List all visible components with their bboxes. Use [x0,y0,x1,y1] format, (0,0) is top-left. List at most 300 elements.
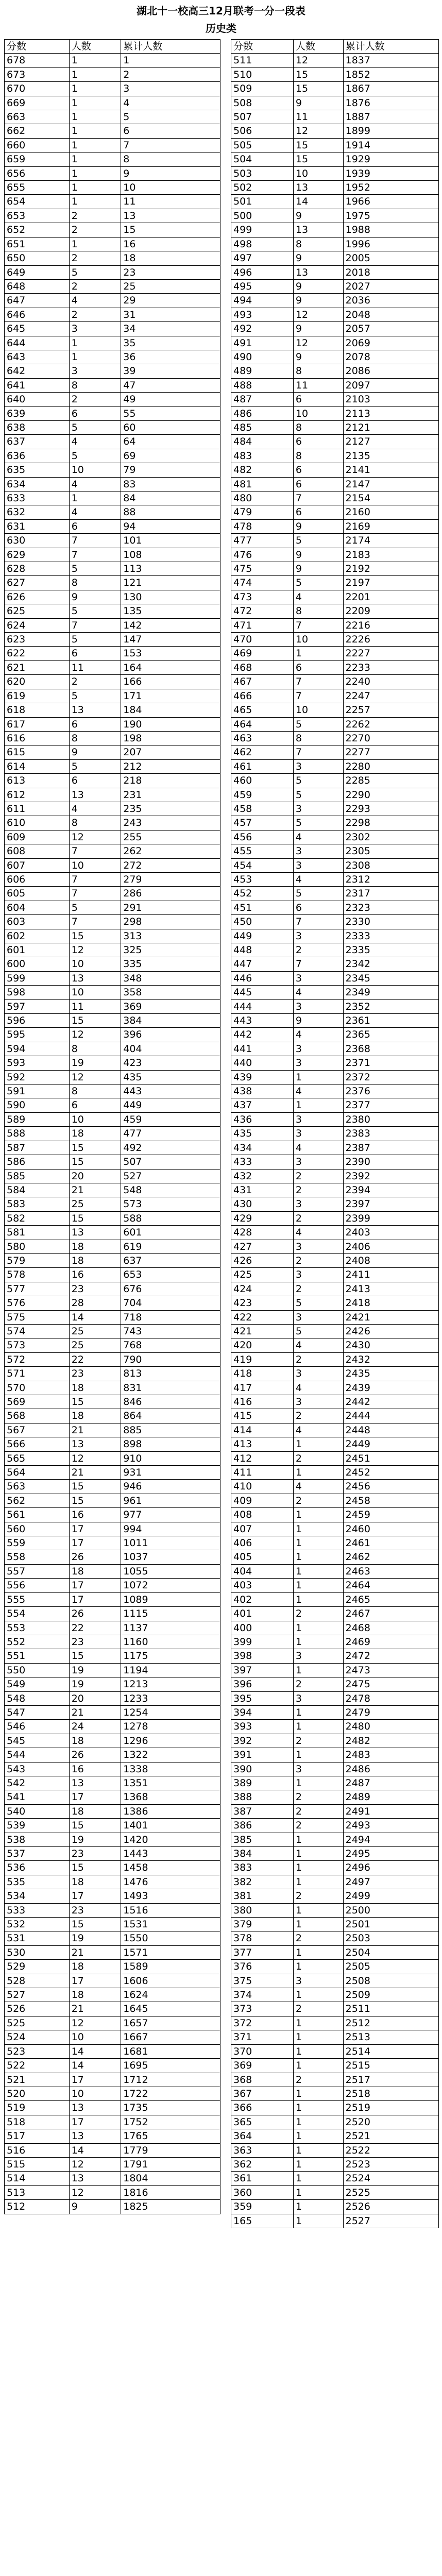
cell-cumulative: 108 [121,548,220,562]
cell-cumulative: 325 [121,943,220,957]
cell-count: 14 [69,2143,121,2157]
cell-cumulative: 2430 [343,1338,438,1352]
cell-score: 367 [231,2087,294,2100]
table-row [5,1918,220,1931]
cell-count: 1 [293,1635,343,1649]
cell-count: 9 [293,251,343,265]
cell-count: 2 [69,393,121,406]
cell-cumulative: 2475 [343,1677,438,1691]
cell-score: 460 [231,774,294,788]
cell-cumulative: 2448 [343,1423,438,1437]
cell-cumulative: 2147 [343,477,438,491]
cell-cumulative: 2426 [343,1324,438,1338]
table-row [5,449,220,463]
cell-cumulative: 2121 [343,420,438,434]
cell-score: 511 [231,54,294,67]
cell-cumulative: 218 [121,774,220,788]
table-row [231,2214,439,2228]
cell-count: 1 [293,1875,343,1889]
cell-score: 501 [231,195,294,209]
cell-score: 609 [5,830,70,844]
cell-cumulative: 1589 [121,1960,220,1974]
cell-count: 12 [69,2016,121,2030]
table-row [5,943,220,957]
cell-score: 389 [231,1776,294,1790]
cell-score: 601 [5,943,70,957]
table-row [5,1268,220,1282]
cell-cumulative: 2192 [343,562,438,576]
cell-cumulative: 3 [121,82,220,96]
table-row [231,1988,439,2002]
cell-count: 4 [293,830,343,844]
table-row [5,731,220,745]
table-row [231,1734,439,1748]
cell-score: 662 [5,124,70,138]
cell-score: 392 [231,1734,294,1748]
table-row [5,1070,220,1084]
cell-count: 15 [293,67,343,81]
cell-score: 369 [231,2059,294,2073]
table-row [5,110,220,124]
cell-score: 424 [231,1282,294,1296]
cell-score: 476 [231,548,294,562]
table-row [5,1790,220,1804]
cell-cumulative: 2174 [343,534,438,548]
table-row [231,1183,439,1197]
cell-count: 2 [69,308,121,321]
cell-cumulative: 2468 [343,1621,438,1635]
cell-count: 8 [293,237,343,251]
cell-cumulative: 404 [121,1042,220,1056]
cell-score: 605 [5,887,70,901]
cell-count: 26 [69,1607,121,1621]
table-row [5,1282,220,1296]
cell-count: 15 [69,1155,121,1169]
cell-cumulative: 286 [121,887,220,901]
cell-cumulative: 358 [121,986,220,999]
cell-count: 12 [69,1028,121,1042]
cell-cumulative: 1624 [121,1988,220,2002]
cell-cumulative: 18 [121,251,220,265]
cell-score: 632 [5,505,70,519]
cell-cumulative: 25 [121,279,220,293]
table-row [231,166,439,180]
cell-score: 495 [231,279,294,293]
table-row [231,1296,439,1310]
cell-score: 620 [5,675,70,689]
cell-cumulative: 2169 [343,519,438,533]
cell-score: 577 [5,1282,70,1296]
cell-cumulative: 885 [121,1423,220,1437]
cell-cumulative: 1712 [121,2073,220,2087]
cell-score: 428 [231,1226,294,1240]
cell-cumulative: 2469 [343,1635,438,1649]
cell-cumulative: 2078 [343,350,438,364]
cell-score: 642 [5,364,70,378]
table-row [231,1155,439,1169]
cell-count: 4 [69,477,121,491]
cell-count: 10 [69,957,121,971]
cell-cumulative: 477 [121,1127,220,1141]
cell-count: 11 [293,378,343,392]
cell-score: 522 [5,2059,70,2073]
cell-cumulative: 313 [121,929,220,943]
cell-score: 653 [5,209,70,223]
cell-count: 1 [293,2185,343,2199]
table-row [5,2073,220,2087]
cell-score: 532 [5,1918,70,1931]
cell-score: 590 [5,1098,70,1112]
cell-cumulative: 573 [121,1197,220,1211]
cell-count: 1 [69,110,121,124]
cell-count: 1 [293,2030,343,2044]
table-row [5,265,220,279]
table-row [5,1847,220,1861]
table-row [231,2016,439,2030]
table-row [5,1663,220,1677]
header-count: 人数 [293,40,343,54]
table-row [5,1819,220,1833]
cell-cumulative: 1493 [121,1889,220,1903]
cell-cumulative: 2403 [343,1226,438,1240]
table-row [5,1310,220,1324]
cell-count: 5 [293,717,343,731]
cell-score: 513 [5,2185,70,2199]
cell-count: 22 [69,1621,121,1635]
cell-count: 18 [69,1734,121,1748]
table-row [231,1720,439,1734]
cell-count: 13 [293,181,343,195]
cell-score: 393 [231,1720,294,1734]
cell-count: 7 [293,618,343,632]
cell-cumulative: 1115 [121,1607,220,1621]
cell-cumulative: 94 [121,519,220,533]
table-row [5,604,220,618]
cell-score: 407 [231,1522,294,1536]
cell-count: 18 [69,1381,121,1395]
cell-count: 3 [293,1155,343,1169]
cell-count: 1 [293,1776,343,1790]
cell-score: 448 [231,943,294,957]
cell-score: 556 [5,1579,70,1592]
cell-cumulative: 1887 [343,110,438,124]
cell-score: 568 [5,1409,70,1423]
cell-cumulative: 1 [121,54,220,67]
table-row [231,1056,439,1070]
cell-count: 2 [293,1734,343,1748]
table-row [231,999,439,1013]
cell-count: 16 [69,1268,121,1282]
cell-cumulative: 1278 [121,1720,220,1734]
cell-cumulative: 1137 [121,1621,220,1635]
cell-cumulative: 212 [121,759,220,773]
cell-count: 9 [293,322,343,336]
table-row [231,1211,439,1225]
cell-count: 1 [293,1960,343,1974]
cell-count: 2 [293,1211,343,1225]
cell-count: 2 [293,1253,343,1267]
page-title: 湖北十一校高三12月联考一分一段表 [137,5,305,17]
table-row [231,1253,439,1267]
cell-score: 535 [5,1875,70,1889]
cell-score: 430 [231,1197,294,1211]
cell-count: 4 [293,1141,343,1155]
cell-score: 587 [5,1141,70,1155]
cell-cumulative: 2514 [343,2044,438,2058]
cell-count: 1 [69,138,121,152]
table-row [231,633,439,647]
cell-count: 15 [69,1395,121,1409]
cell-cumulative: 2465 [343,1592,438,1606]
table-row [231,1918,439,1931]
table-row [231,1550,439,1564]
cell-count: 10 [69,2087,121,2100]
cell-score: 486 [231,406,294,420]
cell-score: 398 [231,1649,294,1663]
cell-cumulative: 2257 [343,703,438,717]
table-row [5,492,220,505]
cell-cumulative: 1338 [121,1762,220,1776]
cell-score: 669 [5,96,70,110]
table-row [231,1395,439,1409]
cell-cumulative: 2501 [343,1918,438,1931]
cell-count: 1 [293,647,343,660]
table-row [231,492,439,505]
table-row [5,2129,220,2143]
cell-score: 439 [231,1070,294,1084]
cell-cumulative: 2406 [343,1240,438,1253]
cell-cumulative: 813 [121,1367,220,1381]
cell-score: 644 [5,336,70,350]
cell-cumulative: 2135 [343,449,438,463]
table-row [231,1338,439,1352]
cell-count: 14 [69,2059,121,2073]
cell-count: 21 [69,1423,121,1437]
cell-score: 606 [5,872,70,886]
cell-cumulative: 449 [121,1098,220,1112]
cell-cumulative: 2480 [343,1720,438,1734]
cell-count: 6 [69,406,121,420]
cell-count: 2 [293,1451,343,1465]
cell-cumulative: 16 [121,237,220,251]
cell-score: 432 [231,1169,294,1183]
cell-cumulative: 35 [121,336,220,350]
cell-score: 412 [231,1451,294,1465]
cell-score: 610 [5,816,70,830]
cell-cumulative: 5 [121,110,220,124]
table-row [5,1974,220,1988]
cell-cumulative: 2463 [343,1564,438,1578]
cell-count: 5 [293,534,343,548]
cell-cumulative: 2141 [343,463,438,477]
table-row [231,435,439,449]
table-row [231,1268,439,1282]
cell-score: 619 [5,689,70,703]
table-row [5,647,220,660]
cell-score: 504 [231,152,294,166]
table-row [5,195,220,209]
cell-count: 1 [293,1437,343,1451]
table-row [5,788,220,802]
cell-cumulative: 2397 [343,1197,438,1211]
table-row [5,2185,220,2199]
cell-cumulative: 2493 [343,1819,438,1833]
cell-count: 16 [69,1508,121,1522]
cell-count: 2 [293,943,343,957]
cell-score: 635 [5,463,70,477]
cell-count: 1 [293,1748,343,1762]
cell-count: 1 [293,2087,343,2100]
cell-score: 579 [5,1253,70,1267]
cell-cumulative: 2461 [343,1536,438,1550]
cell-score: 659 [5,152,70,166]
cell-count: 12 [69,1451,121,1465]
cell-score: 618 [5,703,70,717]
cell-count: 17 [69,1522,121,1536]
cell-count: 7 [293,915,343,929]
cell-score: 637 [5,435,70,449]
table-row [231,1635,439,1649]
table-row [5,1451,220,1465]
cell-score: 462 [231,745,294,759]
cell-cumulative: 298 [121,915,220,929]
cell-score: 421 [231,1324,294,1338]
table-row [231,1974,439,1988]
table-row [231,2115,439,2129]
table-row [5,1324,220,1338]
cell-score: 545 [5,1734,70,1748]
cell-score: 593 [5,1056,70,1070]
cell-score: 640 [5,393,70,406]
cell-score: 614 [5,759,70,773]
cell-cumulative: 2494 [343,1833,438,1846]
cell-count: 18 [69,1960,121,1974]
cell-count: 11 [69,999,121,1013]
cell-count: 25 [69,1338,121,1352]
cell-score: 505 [231,138,294,152]
cell-cumulative: 1765 [121,2129,220,2143]
cell-score: 663 [5,110,70,124]
cell-cumulative: 653 [121,1268,220,1282]
cell-count: 3 [293,1974,343,1988]
cell-cumulative: 2478 [343,1691,438,1705]
cell-cumulative: 1791 [121,2157,220,2171]
table-row [5,2002,220,2016]
table-row [231,1691,439,1705]
table-row [5,1705,220,1719]
cell-score: 628 [5,562,70,576]
table-row [5,1240,220,1253]
table-row [5,138,220,152]
table-row [231,251,439,265]
table-row [5,1296,220,1310]
table-row [231,1451,439,1465]
cell-cumulative: 1516 [121,1903,220,1917]
table-row [231,872,439,886]
cell-cumulative: 171 [121,689,220,703]
cell-count: 21 [69,2002,121,2016]
table-row [231,110,439,124]
table-row [5,1592,220,1606]
cell-score: 478 [231,519,294,533]
cell-cumulative: 83 [121,477,220,491]
cell-score: 371 [231,2030,294,2044]
cell-count: 2 [293,1677,343,1691]
cell-score: 514 [5,2172,70,2185]
cell-cumulative: 898 [121,1437,220,1451]
cell-score: 647 [5,294,70,308]
table-row [5,209,220,223]
cell-cumulative: 190 [121,717,220,731]
cell-count: 5 [69,633,121,647]
cell-score: 388 [231,1790,294,1804]
table-row [5,759,220,773]
cell-cumulative: 2523 [343,2157,438,2171]
cell-score: 403 [231,1579,294,1592]
cell-cumulative: 10 [121,181,220,195]
cell-score: 454 [231,858,294,872]
cell-count: 15 [69,1861,121,1875]
cell-score: 446 [231,971,294,985]
cell-count: 1 [293,1720,343,1734]
cell-cumulative: 2520 [343,2115,438,2129]
cell-cumulative: 2511 [343,2002,438,2016]
cell-score: 530 [5,1945,70,1959]
table-row [5,279,220,293]
table-row [231,689,439,703]
cell-score: 490 [231,350,294,364]
cell-count: 13 [69,788,121,802]
cell-cumulative: 507 [121,1155,220,1169]
cell-score: 506 [231,124,294,138]
cell-cumulative: 2442 [343,1395,438,1409]
cell-score: 463 [231,731,294,745]
table-row [231,1889,439,1903]
cell-score: 459 [231,788,294,802]
cell-count: 1 [293,2059,343,2073]
cell-score: 540 [5,1804,70,1818]
table-row [5,336,220,350]
cell-score: 382 [231,1875,294,1889]
cell-score: 414 [231,1423,294,1437]
table-row [231,534,439,548]
cell-cumulative: 1804 [121,2172,220,2185]
cell-cumulative: 637 [121,1253,220,1267]
cell-count: 1 [293,2143,343,2157]
cell-score: 480 [231,492,294,505]
cell-score: 623 [5,633,70,647]
table-row [231,1592,439,1606]
cell-score: 630 [5,534,70,548]
table-row [5,986,220,999]
cell-count: 3 [293,971,343,985]
cell-score: 560 [5,1522,70,1536]
table-row [231,1240,439,1253]
cell-cumulative: 243 [121,816,220,830]
table-row [5,745,220,759]
cell-cumulative: 2349 [343,986,438,999]
cell-cumulative: 1952 [343,181,438,195]
cell-score: 547 [5,1705,70,1719]
cell-score: 482 [231,463,294,477]
table-row [5,1494,220,1507]
cell-score: 528 [5,1974,70,1988]
cell-count: 3 [293,999,343,1013]
cell-cumulative: 676 [121,1282,220,1296]
cell-cumulative: 977 [121,1508,220,1522]
cell-score: 582 [5,1211,70,1225]
cell-score: 508 [231,96,294,110]
